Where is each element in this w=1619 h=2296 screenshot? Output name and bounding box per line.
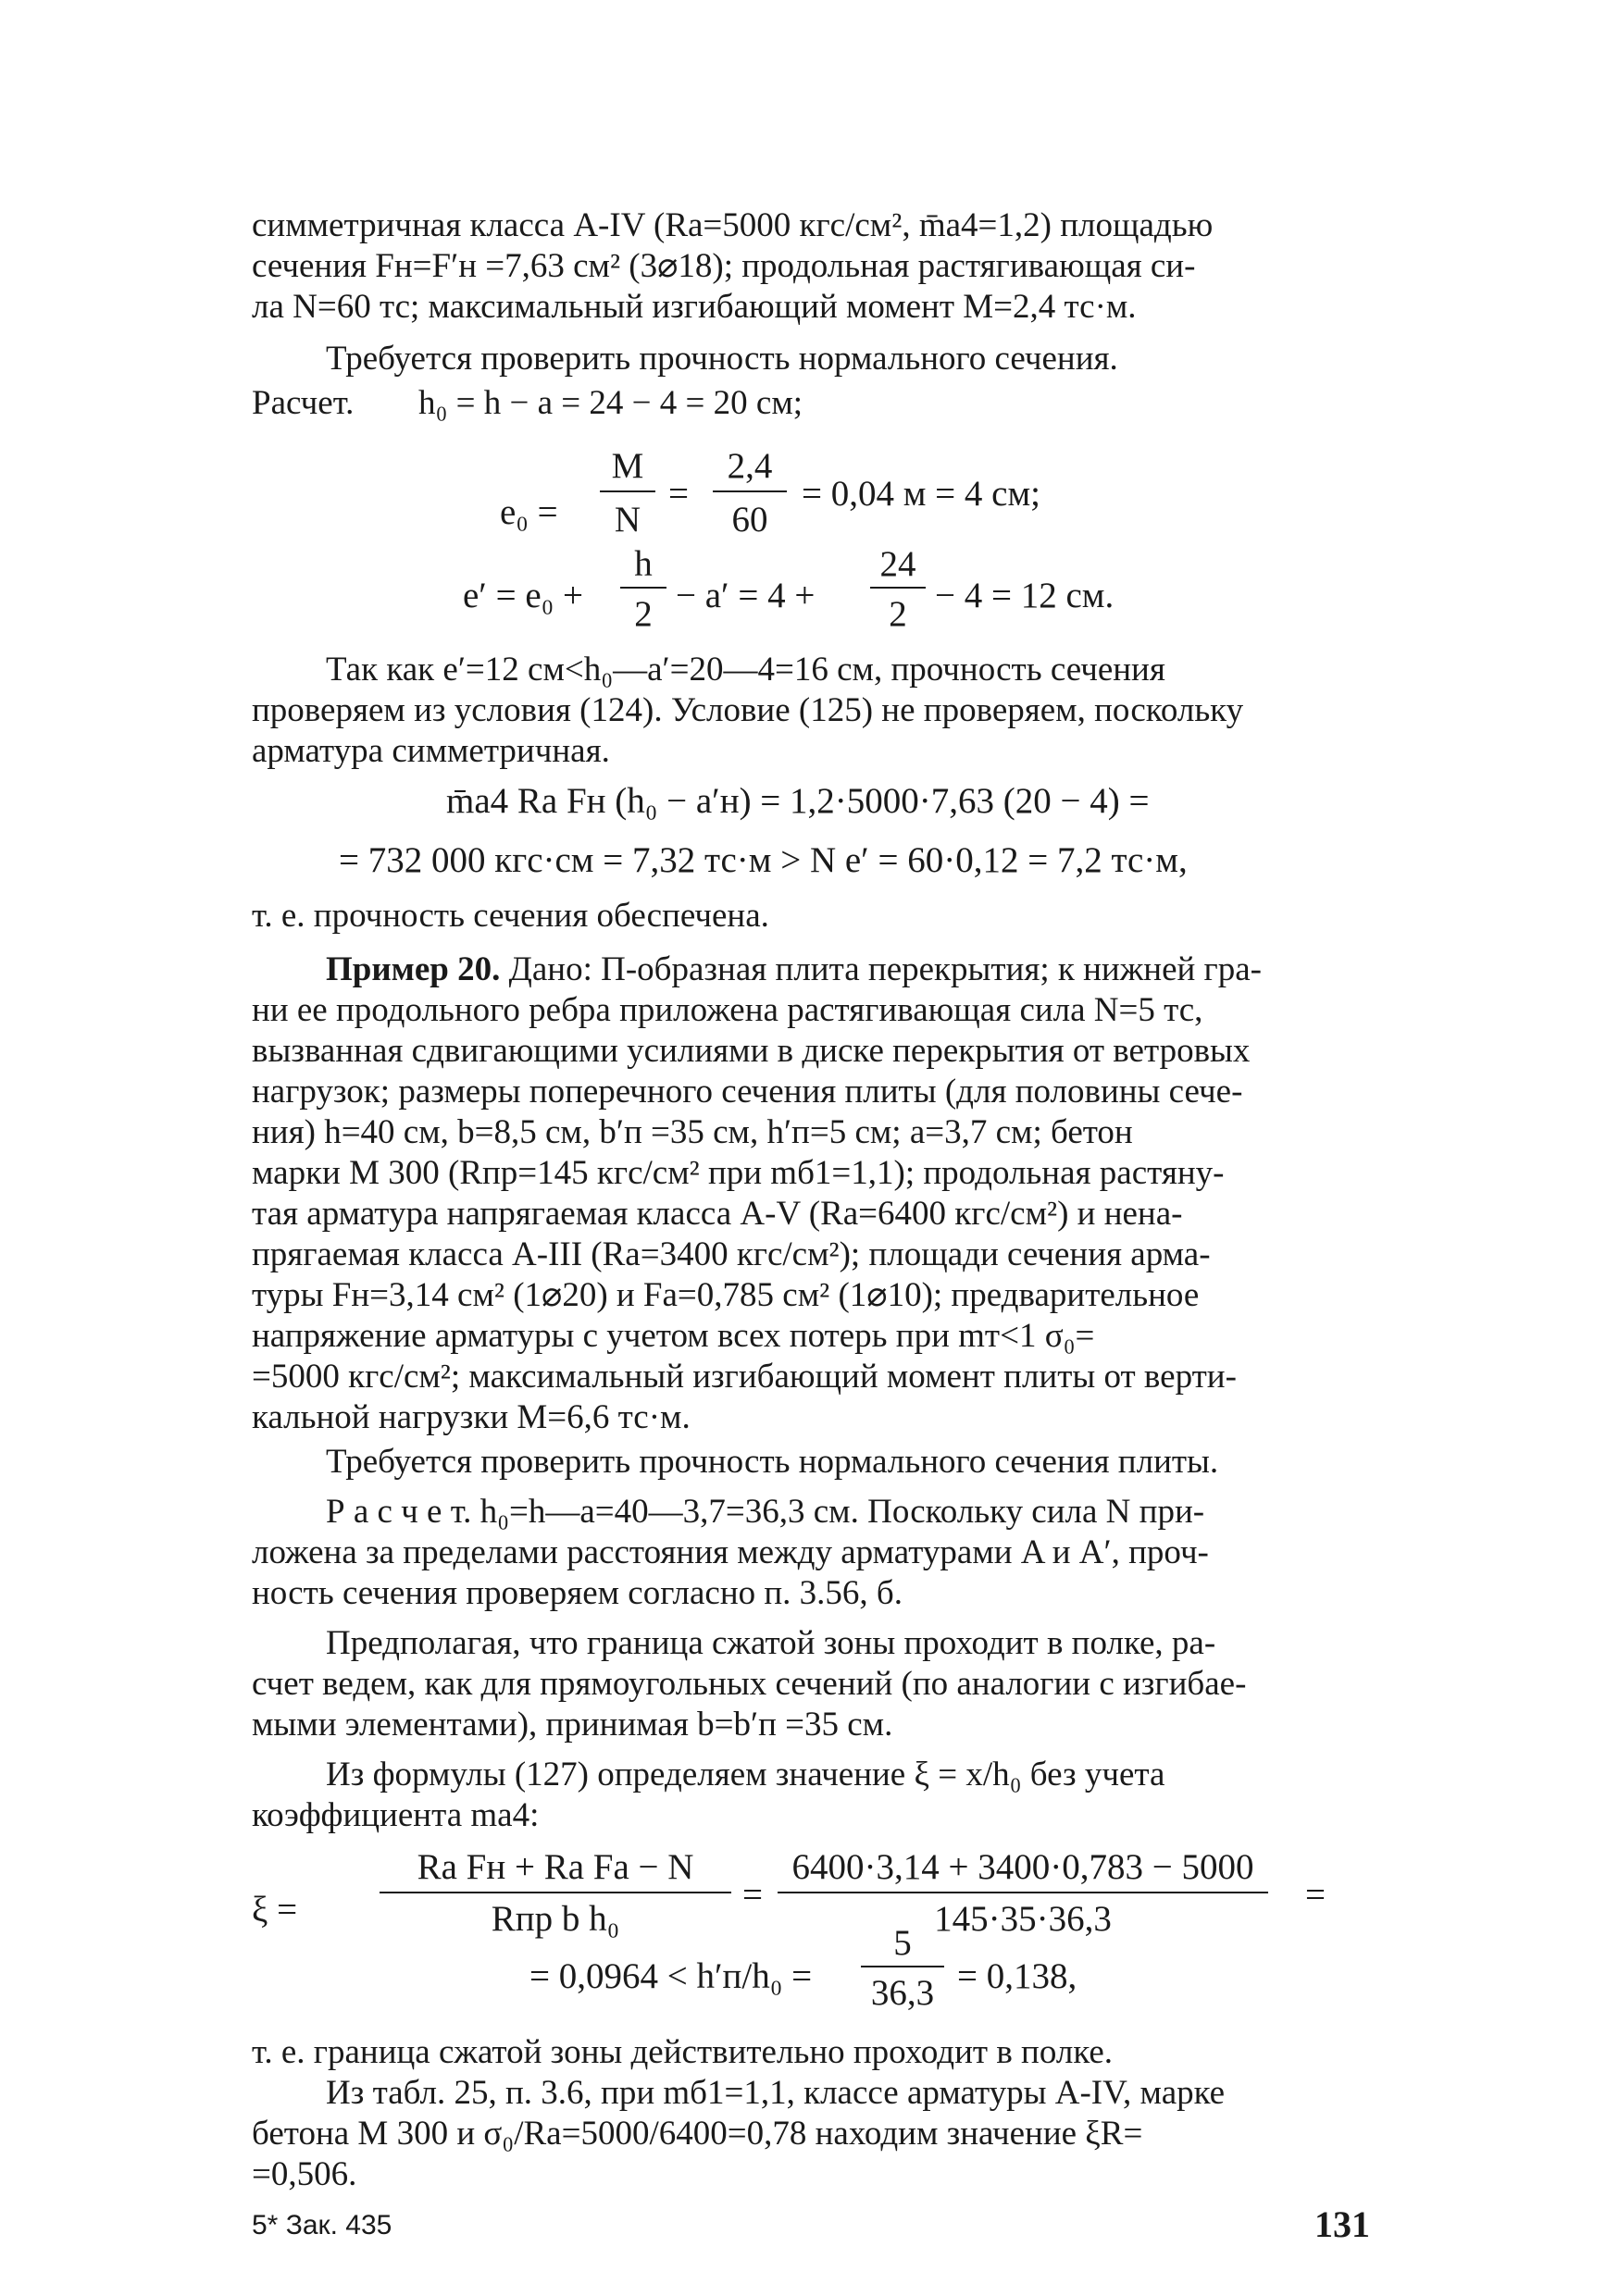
example20-line-10: напряжение арматуры с учетом всех потерь при mт<1 σ₀= [252,1317,1095,1355]
eq-xi-bar1 [380,1892,731,1893]
example20-line-2: ни ее продольного ребра приложена растягивающая сила N=5 тс, [252,991,1203,1029]
calc2-line-1: Р а с ч е т. h₀=h—a=40—3,7=36,3 см. Поскольку сила N при- [326,1493,1205,1531]
calc2-line-2: ложена за пределами расстояния между арматурами A и A′, проч- [252,1533,1209,1571]
eq-e0-bar1 [600,490,655,492]
eq-xi-eq2: = [742,1875,763,1915]
eq-xi-rhs: = [1305,1875,1326,1915]
example20-line-1 [326,949,1262,991]
eq-xi-num1: Rа Fн + Rа Fа − N [417,1847,694,1887]
example20-line-1-text: Дано: П-образная плита перекрытия; к нижней гра- [500,950,1262,988]
eq-e0-num2: 2,4 [727,446,773,486]
para2-line-2: проверяем из условия (124). Условие (125) не проверяем, поскольку [252,691,1244,729]
conclusion-1: т. е. прочность сечения обеспечена. [252,897,769,935]
example20-line-12: кальной нагрузки M=6,6 тс·м. [252,1398,691,1436]
eq-xi-den1: Rпр b h₀ [491,1899,620,1939]
eq-xi-bar2 [778,1892,1268,1893]
para5-line-1: Из табл. 25, п. 3.6, при mб1=1,1, классе арматуры А-IV, марке [326,2074,1226,2112]
para5-line-3: =0,506. [252,2155,357,2193]
example20-line-9: туры Fн=3,14 см² (1⌀20) и Fа=0,785 см² (1⌀10); предварительное [252,1276,1200,1314]
example20-line-3: вызванная сдвигающими усилиями в диске перекрытия от ветровых [252,1032,1251,1070]
eq-e1-num2: 24 [879,544,916,584]
eq-xi-den2: 145·35·36,3 [934,1899,1112,1939]
eq-e0-num1: M [611,446,644,486]
eq-e0-eq2: = [668,474,689,514]
example20-line-11: =5000 кгс/см²; максимальный изгибающий момент плиты от верти- [252,1358,1237,1396]
eq-e1-den1: 2 [634,594,653,634]
requirement-1: Требуется проверить прочность нормального сечения. [326,340,1118,378]
calc2-line-3: ность сечения проверяем согласно п. 3.56, б. [252,1574,903,1612]
eq-xi2-num: 5 [893,1923,912,1963]
eq-xi-num2: 6400·3,14 + 3400·0,783 − 5000 [791,1847,1254,1887]
eq-xi2-bar [861,1966,944,1967]
example20-line-6: марки М 300 (Rпр=145 кгс/см² при mб1=1,1); продольная растяну- [252,1154,1225,1192]
example20-line-8: прягаемая класса А-III (Rа=3400 кгс/см²); площади сечения арма- [252,1235,1211,1273]
para3-line-3: мыми элементами), принимая b=b′п =35 см. [252,1706,893,1744]
eq-e0-rhs: = 0,04 м = 4 см; [802,474,1040,514]
para4-line-2: коэффициента mа4: [252,1796,540,1834]
eq-e1-den2: 2 [889,594,907,634]
para1-line-3: ла N=60 тс; максимальный изгибающий момент M=2,4 тс·м. [252,288,1137,326]
example20-line-5: ния) h=40 см, b=8,5 см, b′п =35 см, h′п=5 см; a=3,7 см; бетон [252,1113,1133,1151]
conclusion-2: т. е. граница сжатой зоны действительно проходит в полке. [252,2033,1114,2071]
para3-line-2: счет ведем, как для прямоугольных сечений (по аналогии с изгибае- [252,1665,1247,1703]
footer-order-number: 5* Зак. 435 [252,2210,392,2240]
eq-xi-lhs: ξ = [252,1890,298,1930]
eq-e0-lhs: e₀ = [500,492,558,532]
eq-e1-mid: − a′ = 4 + [676,576,816,615]
para1-line-1: симметричная класса А-IV (Rа=5000 кгс/см², m̄а4=1,2) площадью [252,206,1214,244]
example20-line-7: тая арматура напрягаемая класса А-V (Rа=6400 кгс/см²) и нена- [252,1195,1183,1233]
example20-heading: Пример 20. [326,950,501,988]
eq-e1-rhs: − 4 = 12 см. [935,576,1115,615]
equation-moment-1: m̄а4 Rа Fн (h₀ − a′н) = 1,2·5000·7,63 (20 − 4) = [446,781,1150,821]
eq-e1-num1: h [634,544,653,584]
eq-xi2-rhs: = 0,138, [957,1956,1077,1996]
eq-e1-bar2 [870,587,926,589]
para3-line-1: Предполагая, что граница сжатой зоны проходит в полке, ра- [326,1624,1216,1662]
requirement-2: Требуется проверить прочность нормального сечения плиты. [326,1443,1219,1481]
eq-e0-bar2 [713,490,787,492]
para2-line-1: Так как e′=12 см<h₀—a′=20—4=16 см, прочность сечения [326,651,1165,689]
eq-e0-den1: N [614,500,641,540]
eq-e1-bar1 [620,587,666,589]
eq-xi2-den: 36,3 [870,1973,935,2013]
calc1-label: Расчет. [252,384,355,422]
page-number: 131 [1314,2203,1370,2245]
equation-moment-2: = 732 000 кгс·см = 7,32 тс·м > N e′ = 60·0,12 = 7,2 тс·м, [339,840,1188,880]
eq-xi2-lhs: = 0,0964 < h′п/h₀ = [529,1956,813,1996]
para2-line-3: арматура симметричная. [252,732,610,770]
calc1-equation: h₀ = h − a = 24 − 4 = 20 см; [418,384,803,422]
eq-e1-lhs: e′ = e₀ + [463,576,583,615]
para1-line-2: сечения Fн=F′н =7,63 см² (3⌀18); продольная растягивающая си- [252,247,1196,285]
example20-line-4: нагрузок; размеры поперечного сечения плиты (для половины сече- [252,1073,1243,1111]
eq-e0-den2: 60 [731,500,768,540]
para4-line-1: Из формулы (127) определяем значение ξ = x/h₀ без учета [326,1756,1165,1793]
para5-line-2: бетона М 300 и σ₀/Rа=5000/6400=0,78 находим значение ξR= [252,2115,1143,2153]
